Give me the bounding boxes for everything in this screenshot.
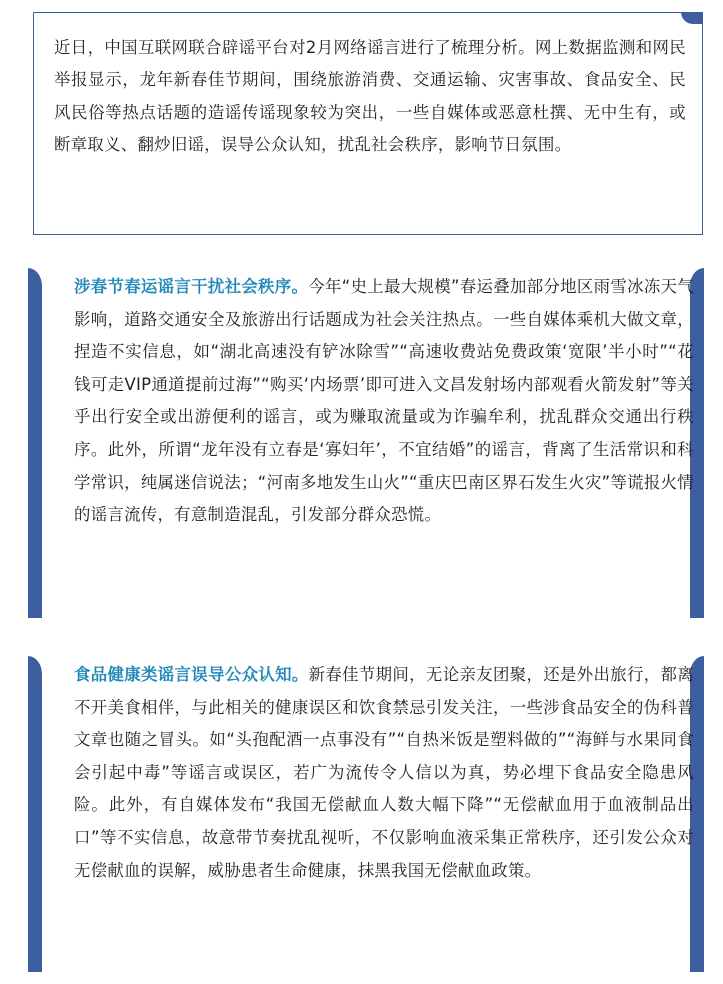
section-heading: 涉春节春运谣言干扰社会秩序。 — [74, 277, 309, 296]
section-left-accent-bar — [28, 656, 42, 972]
section-paragraph — [74, 271, 694, 532]
intro-corner-decoration — [681, 12, 703, 24]
section-body: 今年“史上最大规模”春运叠加部分地区雨雪冰冻天气影响，道路交通安全及旅游出行话题成为社会关注热点。一些自媒体乘机大做文章，捏造不实信息，如“湖北高速没有铲冰除雪”“高速收费站免费政策‘宽限’半小时”“花钱可走VIP通道提前过海”“购买‘内场票’即可进入文昌发射场内部观看火箭发射”等关乎出行安全或出游便利的谣言，或为赚取流量或为诈骗牟利，扰乱群众交通出行秩序。此外，所谓“龙年没有立春是‘寡妇年’，不宜结婚”的谣言，背离了生活常识和科学常识，纯属迷信说法；“河南多地发生山火”“重庆巴南区界石发生火灾”等谎报火情的谣言流传，有意制造混乱，引发部分群众恐慌。 — [74, 277, 695, 525]
intro-paragraph: 近日，中国互联网联合辟谣平台对2月网络谣言进行了梳理分析。网上数据监测和网民举报显示，龙年新春佳节期间，围绕旅游消费、交通运输、灾害事故、食品安全、民风民俗等热点话题的造谣传谣现象较为突出，一些自媒体或恶意杜撰、无中生有，或断章取义、翻炒旧谣，误导公众认知，扰乱社会秩序，影响节日氛围。 — [54, 38, 686, 155]
section-food-health-rumors — [28, 656, 704, 972]
section-left-accent-bar — [28, 268, 42, 618]
section-body: 新春佳节期间，无论亲友团聚，还是外出旅行，都离不开美食相伴，与此相关的健康误区和饮食禁忌引发关注，一些涉食品安全的伪科普文章也随之冒头。如“头孢配酒一点事没有”“自热米饭是塑料做的”“海鲜与水果同食会引起中毒”等谣言或误区，若广为流传令人信以为真，势必埋下食品安全隐患风险。此外，有自媒体发布“我国无偿献血人数大幅下降”“无偿献血用于血液制品出口”等不实信息，故意带节奏扰乱视听，不仅影响血液采集正常秩序，还引发公众对无偿献血的误解，威胁患者生命健康，抹黑我国无偿献血政策。 — [74, 665, 694, 880]
section-heading: 食品健康类谣言误导公众认知。 — [74, 665, 309, 684]
section-paragraph — [74, 659, 694, 887]
section-spring-festival-rumors — [28, 268, 704, 618]
